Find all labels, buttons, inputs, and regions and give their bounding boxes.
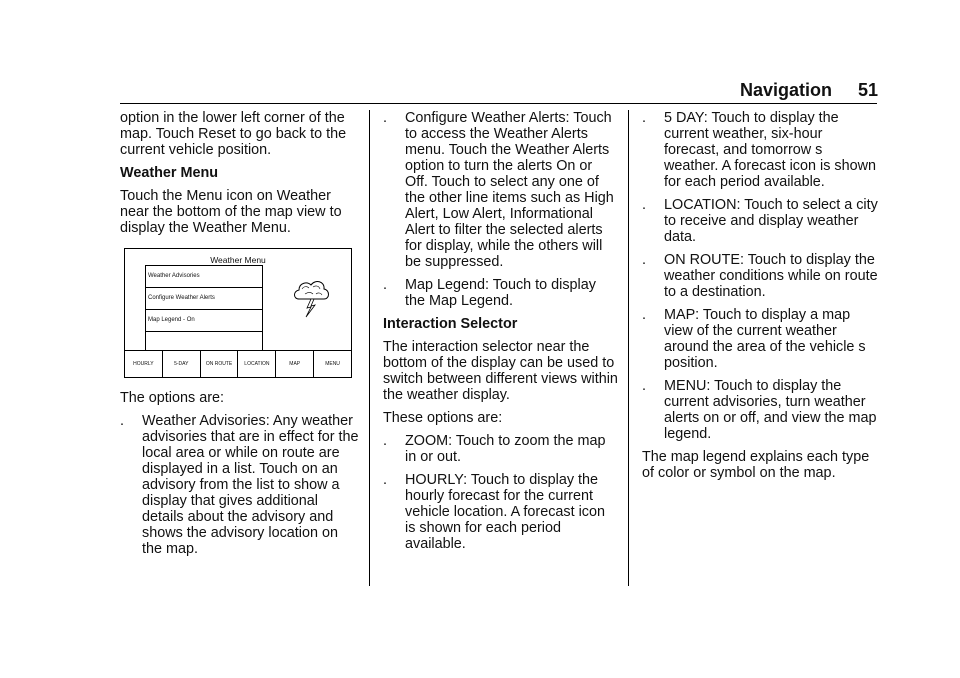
bullet-text: ON ROUTE: Touch to display the weather conditions while on route to a destination. (664, 252, 878, 300)
paragraph: Touch the Menu icon on Weather near the bottom of the map view to display the Weather Menu. (120, 188, 342, 236)
bullet-marker: . (642, 197, 646, 213)
figure-button-hourly: HOURLY (125, 351, 163, 377)
bullet-item (642, 252, 878, 300)
figure-row: Configure Weather Alerts (146, 288, 262, 310)
bullet-item (642, 197, 878, 245)
bullet-text: Weather Advisories: Any weather advisories that are in effect for the local area or while on route are displayed in a list. Touch on an advisory from the list to show a display that gives additional details about the advisory and shows the advisory location on the map. (142, 413, 359, 557)
bullet-marker: . (642, 378, 646, 394)
column-1 (120, 110, 360, 564)
bullet-text: HOURLY: Touch to display the hourly forecast for the current vehicle location. A forecast icon is shown for each period available. (405, 472, 605, 552)
figure-menu-list (145, 265, 263, 350)
bullet-text: 5 DAY: Touch to display the current weather, six-hour forecast, and tomorrow s weather. A forecast icon is shown for each period available. (664, 110, 876, 190)
bullet-text: Configure Weather Alerts: Touch to access the Weather Alerts menu. Touch the Weather Alerts option to turn the alerts On or Off. Touch to select any one of the other line items such as High Alert, Low Alert, Informational Alert to filter the selected alerts for display, while the others will be suppressed. (405, 110, 614, 270)
bullet-text: MAP: Touch to display a map view of the current weather around the area of the vehicle s position. (664, 307, 866, 371)
column-divider (628, 110, 629, 586)
bullet-text: ZOOM: Touch to zoom the map in or out. (405, 433, 606, 465)
figure-button-5-day: 5-DAY (163, 351, 201, 377)
paragraph: The map legend explains each type of color or symbol on the map. (642, 449, 870, 481)
bullet-item (383, 472, 619, 552)
column-divider (369, 110, 370, 586)
paragraph: The options are: (120, 390, 224, 406)
storm-cloud-icon (291, 277, 331, 319)
column-2 (383, 110, 619, 559)
figure-button-location: LOCATION (238, 351, 276, 377)
bullet-marker: . (383, 110, 387, 126)
bullet-item (383, 433, 619, 465)
paragraph: option in the lower left corner of the map. Touch Reset to go back to the current vehicle position. (120, 110, 347, 158)
bullet-marker: . (642, 110, 646, 126)
bullet-item (383, 110, 619, 270)
bullet-item (383, 277, 619, 309)
bullet-marker: . (383, 433, 387, 449)
paragraph: These options are: (383, 410, 503, 426)
figure-title: Weather Menu (210, 255, 266, 265)
bullet-text: LOCATION: Touch to select a city to receive and display weather data. (664, 197, 878, 245)
figure-interaction-bar (125, 350, 351, 377)
bullet-text: MENU: Touch to display the current advisories, turn weather alerts on or off, and view the map legend. (664, 378, 877, 442)
figure-button-map: MAP (276, 351, 314, 377)
bullet-marker: . (642, 252, 646, 268)
bullet-marker: . (383, 277, 387, 293)
bullet-item (642, 110, 878, 190)
bullet-item (642, 378, 878, 442)
bullet-item (120, 413, 360, 557)
paragraph: The interaction selector near the bottom of the display can be used to switch between different views within the weather display. (383, 339, 618, 403)
figure-row: Map Legend - On (146, 310, 262, 332)
bullet-marker: . (642, 307, 646, 323)
bullet-marker: . (120, 413, 124, 429)
figure-button-menu: MENU (325, 361, 340, 367)
page-number: 51 (857, 80, 878, 100)
bullet-text: Map Legend: Touch to display the Map Legend. (405, 277, 596, 309)
figure-button-on-route: ON ROUTE (201, 351, 239, 377)
bullet-marker: . (383, 472, 387, 488)
heading-weather-menu: Weather Menu (120, 165, 219, 181)
figure-row: Weather Advisories (146, 266, 262, 288)
header-rule (120, 103, 877, 104)
heading-interaction-selector: Interaction Selector (383, 316, 518, 332)
section-title: Navigation (739, 80, 832, 100)
bullet-item (642, 307, 878, 371)
column-3 (642, 110, 878, 488)
weather-menu-figure (124, 248, 352, 378)
